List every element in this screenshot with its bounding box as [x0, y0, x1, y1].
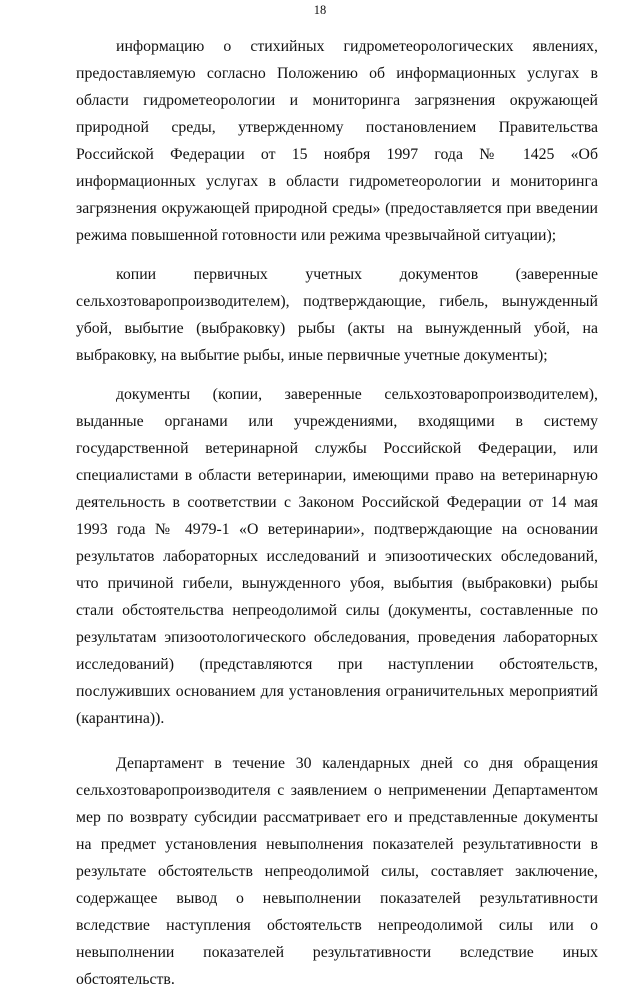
- document-body: [76, 33, 598, 993]
- paragraph-veterinary-documents: документы (копии, заверенные сельхозтоваропроизводителем), выданные органами или учреждениями, входящими в систему государственной ветеринарной службы Российской Федерации, или специалистами в области ветеринарии, имеющими право на ветеринарную деятельность в соответствии с Законом Российской Федерации от 14 мая 1993 года № 4979-1 «О ветеринарии», подтверждающие на основании результатов лабораторных исследований и эпизоотических обследований, что причиной гибели, вынужденного убоя, выбытия (выбраковки) рыбы стали обстоятельства непреодолимой силы (документы, составленные по результатам эпизоотологического обследования, проведения лабораторных исследований) (представляются при наступлении обстоятельств, послуживших основанием для установления ограничительных мероприятий (карантина)).: [76, 386, 598, 727]
- paragraph-department-review: Департамент в течение 30 календарных дней со дня обращения сельхозтоваропроизводителя с заявлением о неприменении Департаментом мер по возврату субсидии рассматривает его и представленные документы на предмет установления невыполнения показателей результативности в результате обстоятельств непреодолимой силы, составляет заключение, содержащее вывод о невыполнении показателей результативности вследствие наступления обстоятельств непреодолимой силы или о невыполнении показателей результативности вследствие иных обстоятельств.: [76, 755, 598, 988]
- page-number: 18: [313, 3, 327, 17]
- paragraph-primary-documents: копии первичных учетных документов (заверенные сельхозтоваропроизводителем), подтверждающие, гибель, вынужденный убой, выбытие (выбраковку) рыбы (акты на вынужденный убой, на выбраковку, на выбытие рыбы, иные первичные учетные документы);: [76, 266, 598, 364]
- paragraph-hydrometeorology-info: информацию о стихийных гидрометеорологических явлениях, предоставляемую согласно Положению об информационных услугах в области гидрометеорологии и мониторинга загрязнения окружающей природной среды, утвержденному постановлением Правительства Российской Федерации от 15 ноября 1997 года № 1425 «Об информационных услугах в области гидрометеорологии и мониторинга загрязнения окружающей природной среды» (предоставляется при введении режима повышенной готовности или режима чрезвычайной ситуации);: [76, 38, 598, 244]
